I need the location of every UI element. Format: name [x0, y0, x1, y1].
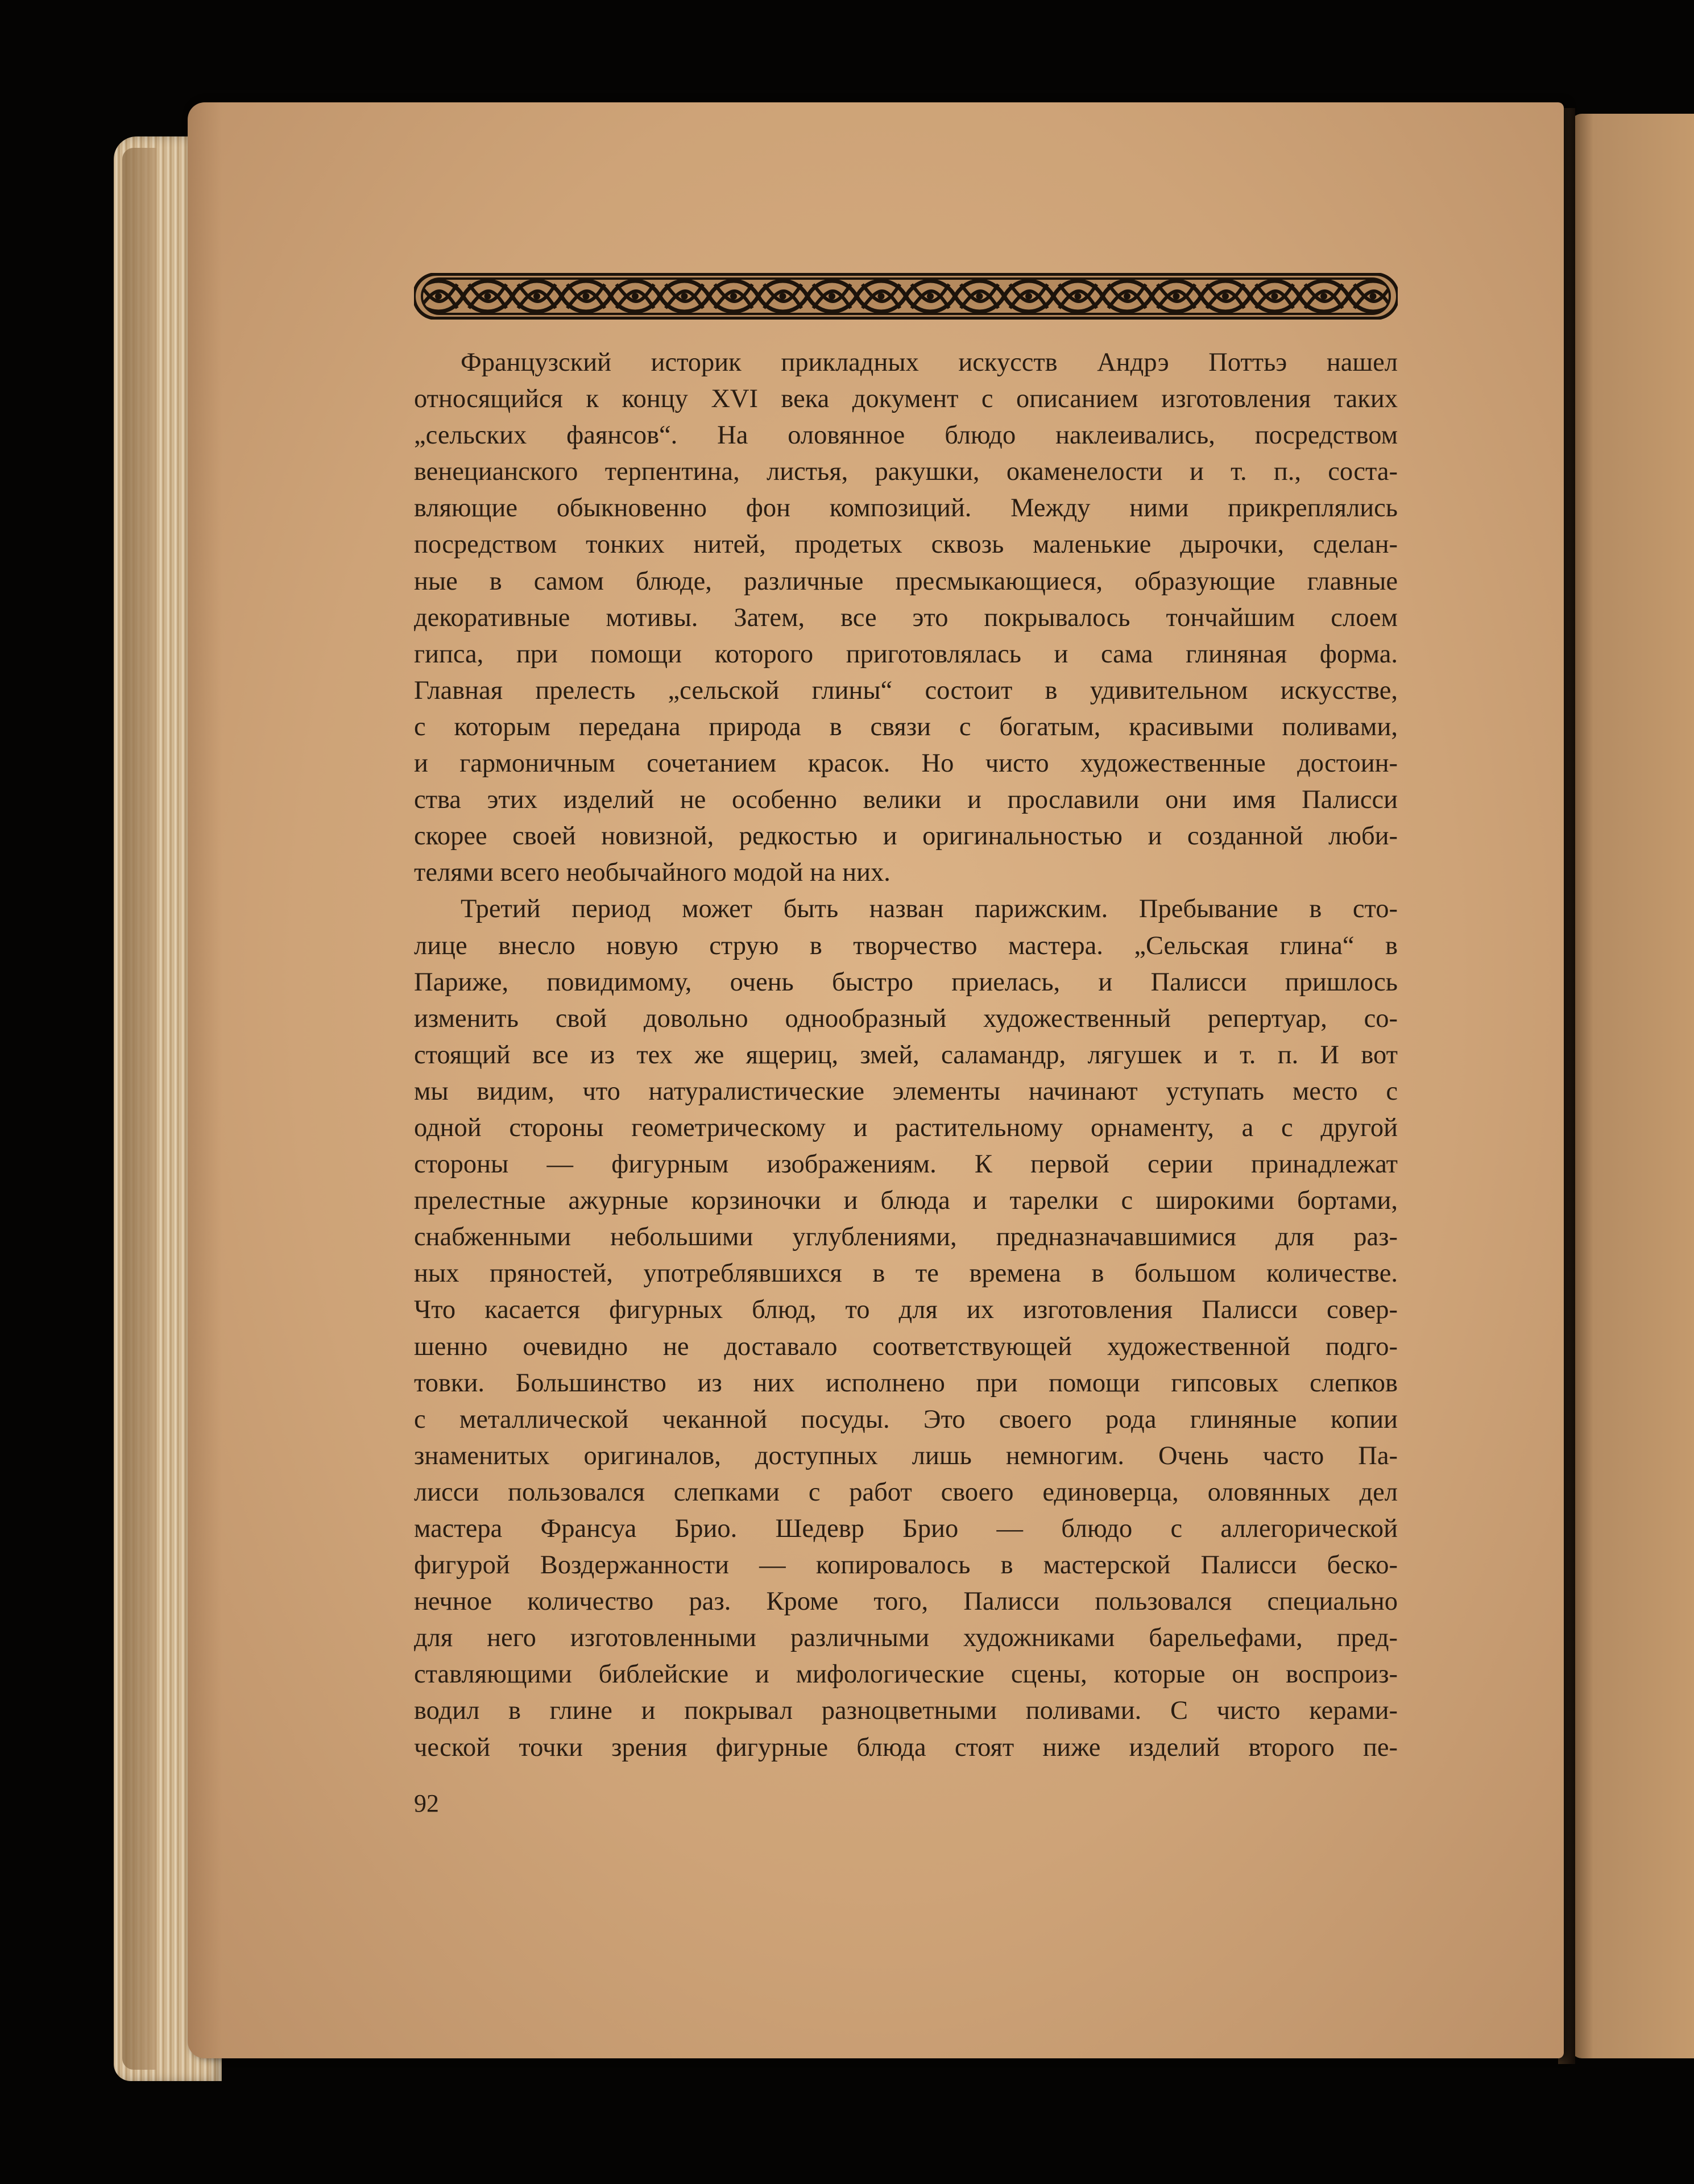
text-line: лисси пользовался слепками с работ своего единоверца, оловянных дел	[414, 1477, 1398, 1507]
text-line: гипса, при помощи которого приготовлялась и сама глиняная форма.	[414, 639, 1398, 669]
text-line: шенно очевидно не доставало соответствующей художественной подго-	[414, 1332, 1398, 1361]
text-line: телями всего необычайного модой на них.	[414, 858, 891, 888]
text-line: знаменитых оригиналов, доступных лишь немногим. Очень часто Па-	[414, 1441, 1398, 1470]
text-line: ставляющими библейские и мифологические сцены, которые он воспроиз-	[414, 1660, 1398, 1689]
text-line: вляющие обыкновенно фон композиций. Между ними прикреплялись	[414, 494, 1398, 523]
text-line: Париже, повидимому, очень быстро приелась, и Палисси пришлось	[414, 967, 1398, 997]
decorative-header-ornament	[414, 273, 1398, 320]
text-line: Французский историк прикладных искусств Андрэ Поттьэ нашел	[461, 348, 1398, 377]
text-line: ные в самом блюде, различные пресмыкающиеся, образующие главные	[414, 566, 1398, 596]
text-line: нечное количество раз. Кроме того, Палисси пользовался специально	[414, 1587, 1398, 1617]
text-line: относящийся к концу XVI века документ с описанием изготовления таких	[414, 384, 1398, 414]
text-line: „сельских фаянсов“. На оловянное блюдо наклеивались, посредством	[414, 421, 1398, 450]
text-line: и гармоничным сочетанием красок. Но чисто художественные достоин-	[414, 749, 1398, 778]
text-line: с которым передана природа в связи с богатым, красивыми поливами,	[414, 712, 1398, 741]
text-line: изменить свой довольно однообразный художественный репертуар, со-	[414, 1004, 1398, 1033]
text-line: венецианского терпентина, листья, ракушки, окаменелости и т. п., соста-	[414, 457, 1398, 487]
text-line: снабженными небольшими углублениями, предназначавшимися для раз-	[414, 1222, 1398, 1252]
text-line: Что касается фигурных блюд, то для их изготовления Палисси совер-	[414, 1295, 1398, 1325]
page-edge-torn	[122, 148, 156, 2070]
text-line: ных пряностей, употреблявшихся в те времена в большом количестве.	[414, 1259, 1398, 1288]
text-line: водил в глине и покрывал разноцветными поливами. С чисто керами-	[414, 1696, 1398, 1726]
text-line: Главная прелесть „сельской глины“ состоит в удивительном искусстве,	[414, 675, 1398, 705]
paragraph-1	[414, 345, 1398, 891]
text-line: мастера Франсуа Брио. Шедевр Брио — блюдо с аллегорической	[414, 1514, 1398, 1543]
text-line: стоящий все из тех же ящериц, змей, саламандр, лягушек и т. п. И вот	[414, 1040, 1398, 1070]
text-line: одной стороны геометрическому и растительному орнаменту, а с другой	[414, 1113, 1398, 1142]
paragraph-2	[414, 891, 1398, 1766]
text-line: мы видим, что натуралистические элементы начинают уступать место с	[414, 1076, 1398, 1106]
text-line: ства этих изделий не особенно велики и прославили они имя Палисси	[414, 785, 1398, 815]
facing-page-edge	[1571, 114, 1694, 2058]
text-line: прелестные ажурные корзиночки и блюда и тарелки с широкими бортами,	[414, 1186, 1398, 1216]
text-line: ческой точки зрения фигурные блюда стоят ниже изделий второго пе-	[414, 1733, 1398, 1762]
text-line: для него изготовленными различными художниками барельефами, пред-	[414, 1623, 1398, 1653]
text-line: стороны — фигурным изображениям. К первой серии принадлежат	[414, 1150, 1398, 1179]
text-line: скорее своей новизной, редкостью и оригинальностью и созданной люби-	[414, 822, 1398, 851]
text-line: с металлической чеканной посуды. Это своего рода глиняные копии	[414, 1404, 1398, 1434]
main-text	[414, 345, 1398, 1766]
text-line: фигурой Воздержанности — копировалось в мастерской Палисси беско-	[414, 1551, 1398, 1580]
text-line: Третий период может быть назван парижским. Пребывание в сто-	[461, 894, 1398, 924]
text-line: посредством тонких нитей, продетых сквозь маленькие дырочки, сделан-	[414, 530, 1398, 560]
text-line: декоративные мотивы. Затем, все это покрывалось тончайшим слоем	[414, 603, 1398, 632]
page-number: 92	[414, 1789, 439, 1817]
text-line: товки. Большинство из них исполнено при помощи гипсовых слепков	[414, 1368, 1398, 1398]
text-line: лице внесло новую струю в творчество мастера. „Сельская глина“ в	[414, 931, 1398, 960]
